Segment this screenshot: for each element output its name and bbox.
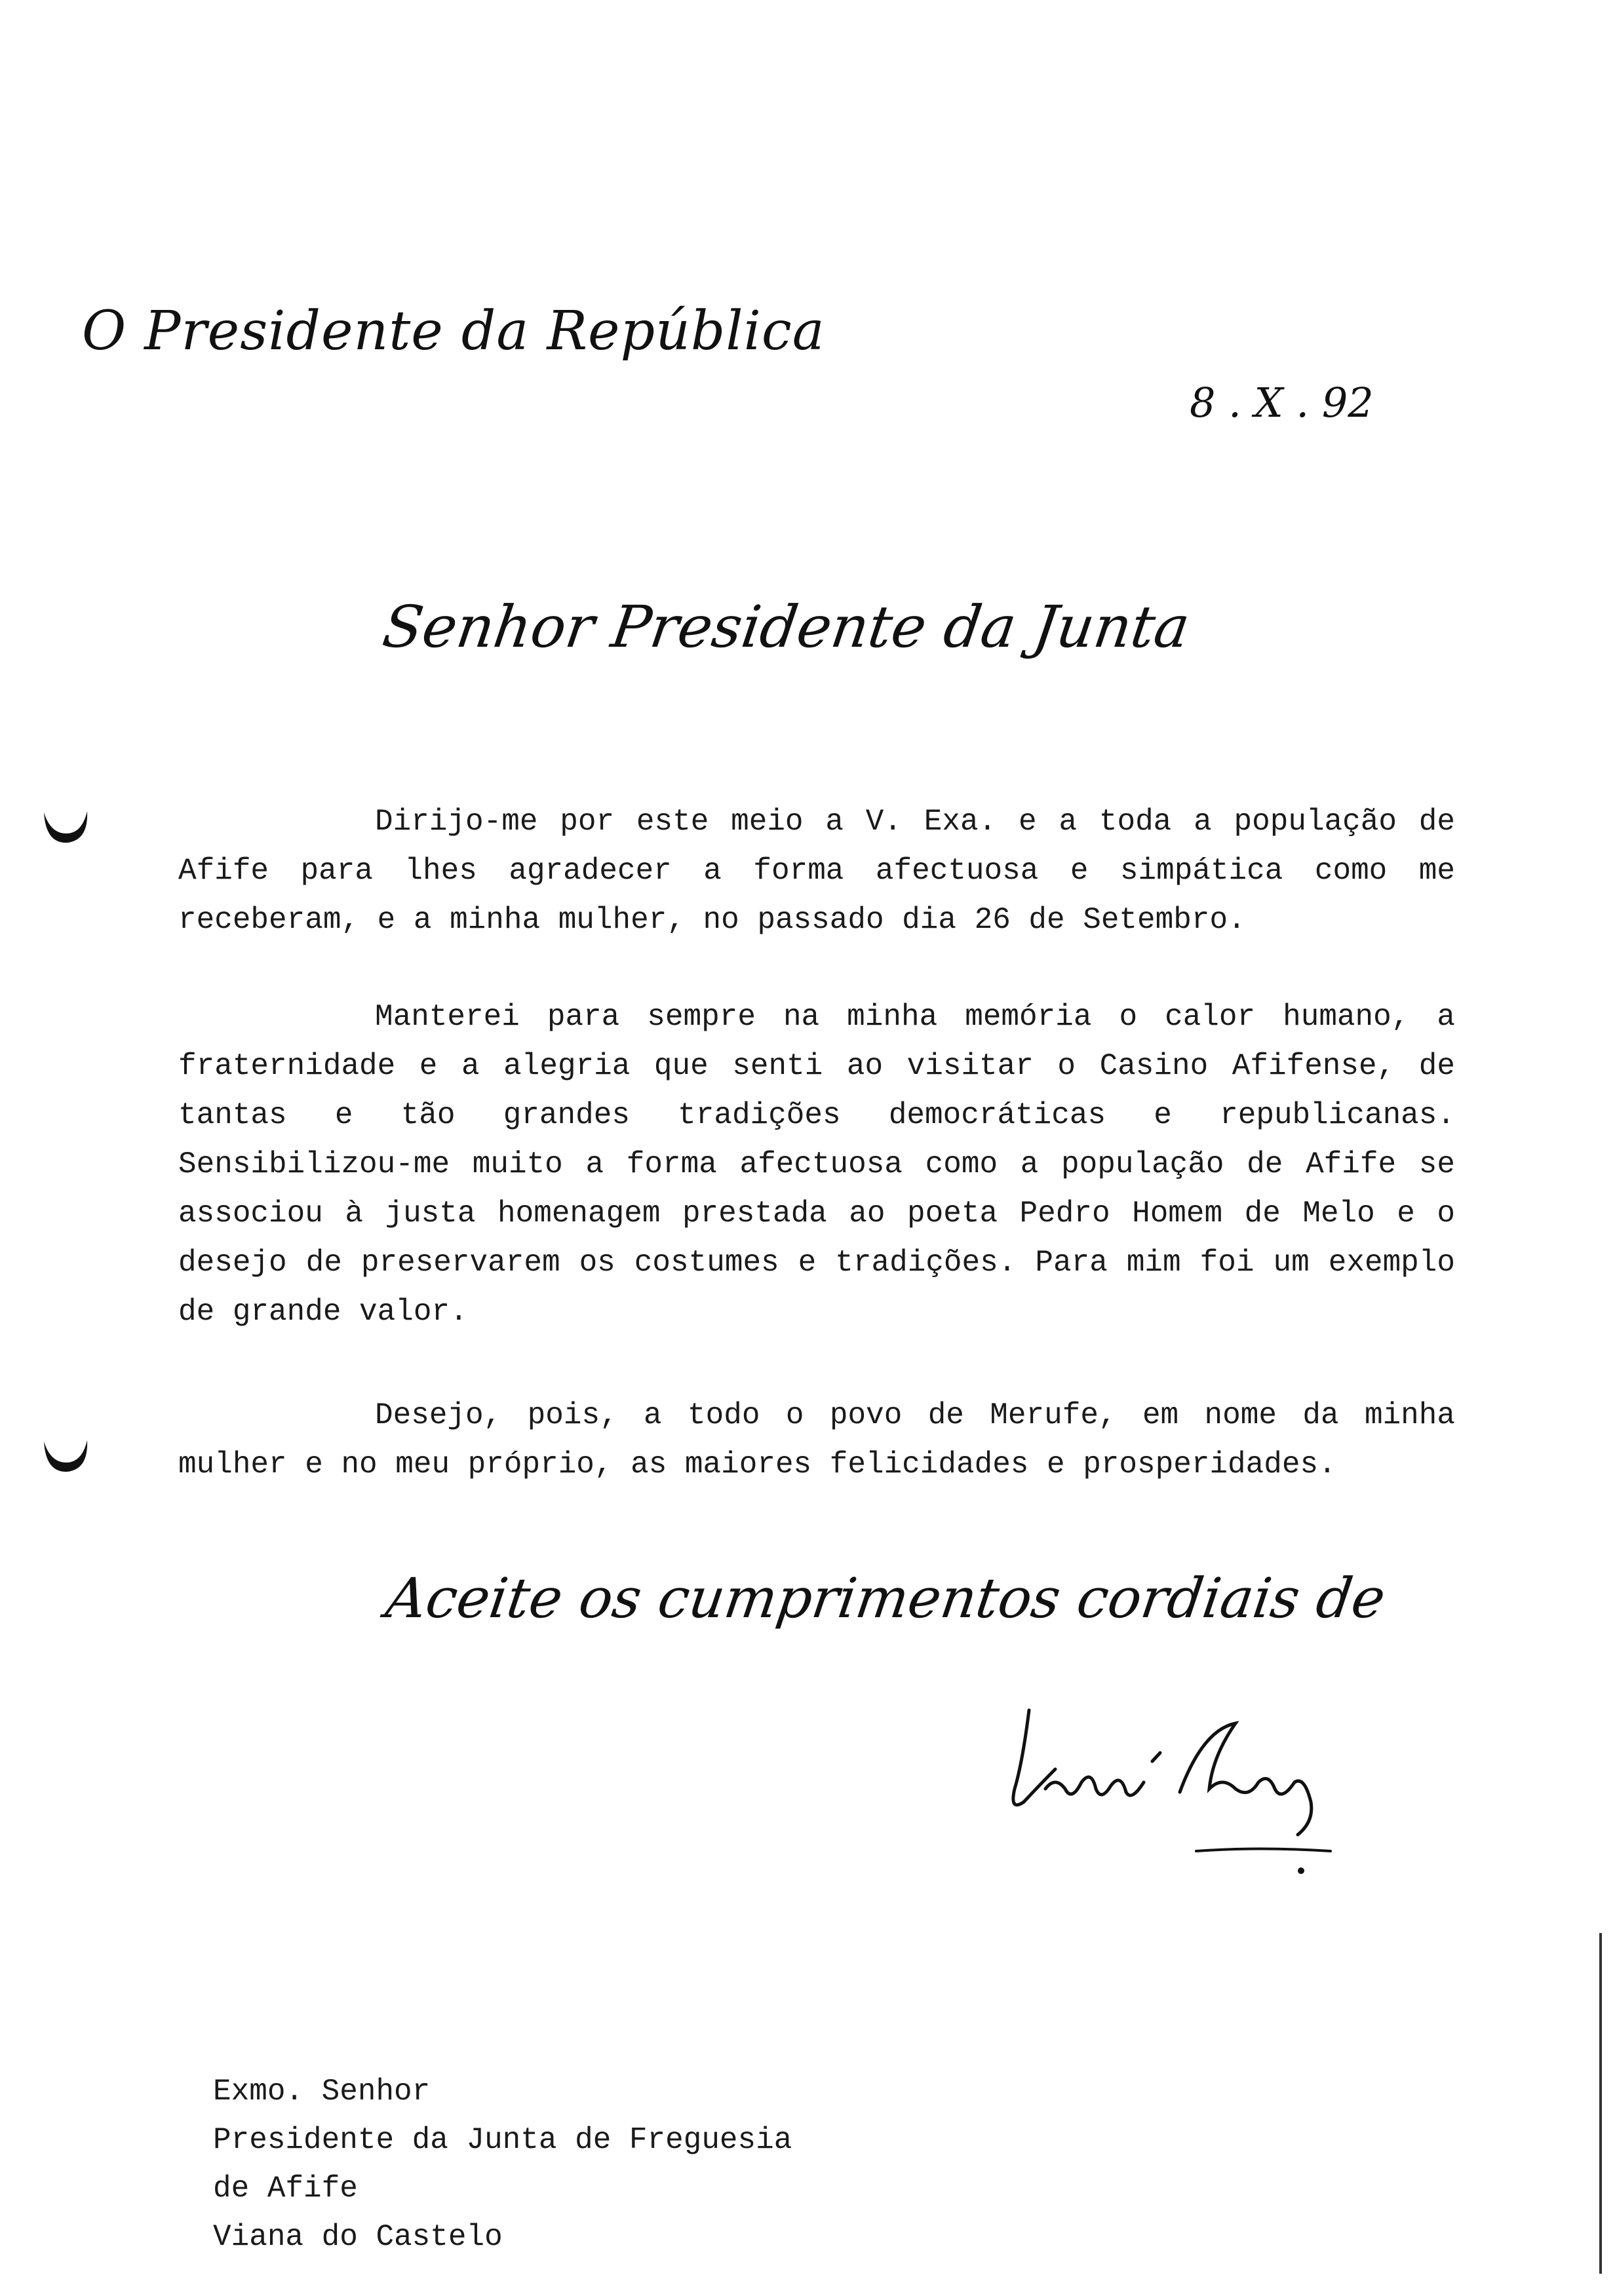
body-paragraph: Manterei para sempre na minha memória o calor humano, a fraternidade e a alegria que senti ao visitar o Casino Afifense, de tantas e tão grandes tradições democráticas e republicanas. Sensibilizou-me muito a forma afectuosa como a população de Afife se associou à justa homenagem prestada ao poeta Pedro Homem de Melo e o desejo de preservarem os costumes e tradições. Para mim foi um exemplo de grande valor.: [178, 1000, 1455, 1329]
addressee-line: de Afife: [213, 2172, 358, 2206]
addressee-line: Viana do Castelo: [213, 2220, 503, 2254]
body-paragraph: Dirijo-me por este meio a V. Exa. e a toda a população de Afife para lhes agradecer a forma afectuosa e simpática como me receberam, e a minha mulher, no passado dia 26 de Setembro.: [178, 805, 1455, 937]
addressee-line: Presidente da Junta de Freguesia: [213, 2123, 792, 2157]
punch-hole-icon: [36, 1428, 95, 1481]
handwritten-closing: Aceite os cumprimentos cordiais de: [382, 1566, 1390, 1630]
body-paragraph: Desejo, pois, a todo o povo de Merufe, em nome da minha mulher e no meu próprio, as maiores felicidades e prosperidades.: [178, 1398, 1455, 1482]
handwritten-salutation: Senhor Presidente da Junta: [378, 593, 1194, 660]
handwritten-date: 8 . X . 92: [1190, 379, 1374, 427]
signature-image: [983, 1691, 1350, 1887]
addressee-block: [213, 2067, 792, 2261]
letterhead: O Presidente da República: [82, 300, 825, 362]
page-edge-line: [1599, 1933, 1602, 2274]
addressee-line: Exmo. Senhor: [213, 2075, 431, 2109]
punch-hole-icon: [36, 799, 95, 852]
